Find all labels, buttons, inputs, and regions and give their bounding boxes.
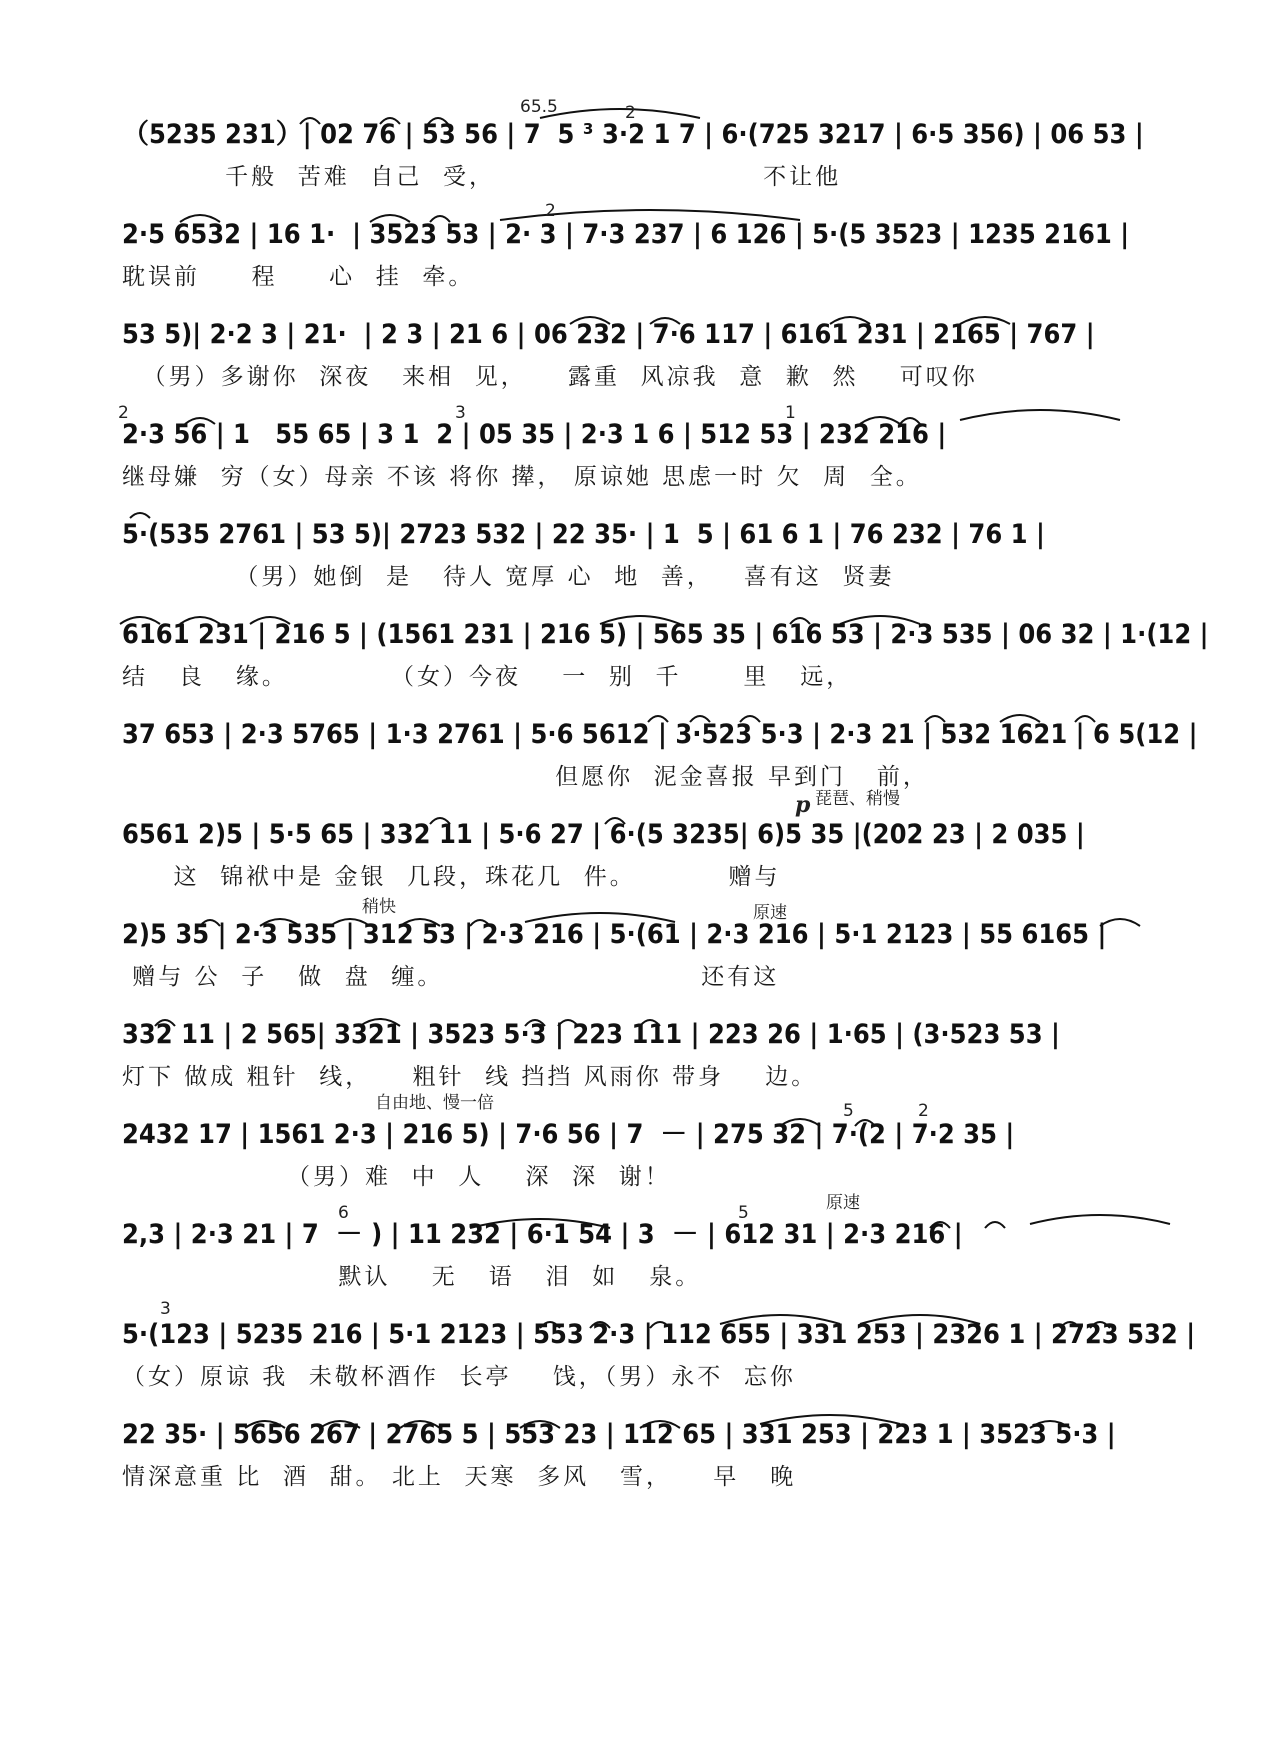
- score-system-4: [0, 400, 1272, 512]
- lyric-line: 这 锦袱中是 金银 几段，珠花几 件。 赠与: [122, 864, 781, 890]
- lyric-line: 耽误前 程 心 挂 牵。: [122, 264, 475, 290]
- notation-line: 2·5 6532 | 16 1· | 3523 53 | 2· 3 | 7·3 237 | 6 126 | 5·(5 3523 | 1235 2161 |: [122, 219, 1130, 250]
- slur-marks: [0, 1100, 1272, 1212]
- tempo-marking: 稍快: [362, 897, 396, 917]
- score-system-1: [0, 97, 1272, 212]
- notation-line: 2432 17 | 1561 2·3 | 216 5) | 7·6 56 | 7 － | 275 32 | 7·(2 | 7·2 35 |: [122, 1119, 1015, 1150]
- dynamic-mark: p: [795, 792, 811, 818]
- lyric-line: （女）原谅 我 未敬杯酒作 长亭 饯，（男）永不 忘你: [122, 1364, 796, 1390]
- notation-line: （5235 231）| 02 76 | 53 56 | 7 5 ³ 3·2 1 7 | 6·(725 3217 | 6·5 356) | 06 53 |: [122, 119, 1144, 150]
- slur-marks: [0, 200, 1272, 312]
- lyric-line: （男）多谢你 深夜 来相 见， 露重 风凉我 意 歉 然 可叹你: [122, 364, 978, 390]
- score-system-11: [0, 1093, 1272, 1212]
- grace-note-1: 65.5: [520, 97, 558, 117]
- slur-marks: [0, 97, 1272, 212]
- performance-direction: 自由地、慢一倍: [375, 1093, 494, 1113]
- lyric-line: 继母嫌 穷（女）母亲 不该 将你 撵， 原谅她 思虑一时 欠 周 全。: [122, 464, 922, 490]
- grace-note-1: 2: [118, 403, 129, 423]
- slur-marks: [0, 1300, 1272, 1412]
- lyric-line: 灯下 做成 粗针 线， 粗针 线 挡挡 风雨你 带身 边。: [122, 1064, 818, 1090]
- slur-marks: [0, 897, 1272, 1012]
- lyric-line: 情深意重 比 酒 甜。 北上 天寒 多风 雪， 早 晚: [122, 1464, 797, 1490]
- slur-marks: [0, 1000, 1272, 1112]
- grace-note-2: 2: [918, 1101, 929, 1121]
- lyric-line: 赠与 公 子 做 盘 缠。 还有这: [122, 964, 780, 990]
- performance-direction: 琵琶、稍慢: [815, 789, 900, 809]
- slur-marks: [0, 600, 1272, 712]
- lyric-line: （男）难 中 人 深 深 谢！: [122, 1164, 671, 1190]
- score-system-12: [0, 1193, 1272, 1312]
- notation-line: 22 35· | 5656 267 | 2765 5 | 553 23 | 112 65 | 331 253 | 223 1 | 3523 5·3 |: [122, 1419, 1116, 1450]
- notation-line: 2)5 35 | 2·3 535 | 312 53 | 2·3 216 | 5·(61 | 2·3 216 | 5·1 2123 | 55 6165 |: [122, 919, 1107, 950]
- notation-line: 53 5)| 2·2 3 | 21· | 2 3 | 21 6 | 06 232 | 7·6 117 | 6161 231 | 2165 | 767 |: [122, 319, 1095, 350]
- grace-note-2: 5: [738, 1203, 749, 1223]
- tempo-marking: 原速: [826, 1193, 860, 1213]
- score-system-5: [0, 500, 1272, 612]
- notation-line: 332 11 | 2 565| 3321 | 3523 5·3 | 223 111 | 223 26 | 1·65 | (3·523 53 |: [122, 1019, 1060, 1050]
- lyric-line: （男）她倒 是 待人 宽厚 心 地 善， 喜有这 贤妻: [122, 564, 895, 590]
- grace-note-1: 5: [843, 1101, 854, 1121]
- score-system-13: [0, 1300, 1272, 1412]
- grace-note-2: 3: [455, 403, 466, 423]
- tempo-marking: 原速: [753, 903, 787, 923]
- lyric-line: 千般 苦难 自己 受， 不让他: [122, 164, 842, 190]
- score-system-2: [0, 200, 1272, 312]
- grace-note-1: 2: [545, 201, 556, 221]
- grace-note-3: 1: [785, 403, 796, 423]
- notation-line: 5·(535 2761 | 53 5)| 2723 532 | 22 35· | 1 5 | 61 6 1 | 76 232 | 76 1 |: [122, 519, 1045, 550]
- notation-line: 2·3 56 | 1 55 65 | 3 1 2 | 05 35 | 2·3 1 6 | 512 53 | 232 216 |: [122, 419, 947, 450]
- notation-line: 6161 231 | 216 5 | (1561 231 | 216 5) | 565 35 | 616 53 | 2·3 535 | 06 32 | 1·(12 |: [122, 619, 1209, 650]
- notation-line: 37 653 | 2·3 5765 | 1·3 2761 | 5·6 5612 | 3·523 5·3 | 2·3 21 | 532 1621 | 6 5(12 |: [122, 719, 1198, 750]
- grace-note-2: 2: [625, 103, 636, 123]
- slur-marks: [0, 300, 1272, 412]
- lyric-line: 但愿你 泥金喜报 早到门 前，: [122, 764, 929, 790]
- score-system-9: [0, 897, 1272, 1012]
- slur-marks: [0, 1200, 1272, 1312]
- score-system-7: [0, 700, 1272, 818]
- slur-marks: [0, 400, 1272, 512]
- score-system-8: [0, 789, 1272, 912]
- slur-marks: [0, 500, 1272, 612]
- score-system-14: [0, 1400, 1272, 1512]
- triplet-mark: 3: [160, 1299, 171, 1319]
- score-system-6: [0, 600, 1272, 712]
- score-system-3: [0, 300, 1272, 412]
- grace-note-1: 6: [338, 1203, 349, 1223]
- notation-line: 2,3 | 2·3 21 | 7 － ) | 11 232 | 6·1 54 | 3 － | 612 31 | 2·3 216 |: [122, 1219, 963, 1250]
- lyric-line: 默认 无 语 泪 如 泉。: [122, 1264, 702, 1290]
- score-system-10: [0, 1000, 1272, 1112]
- slur-marks: [0, 1400, 1272, 1512]
- notation-line: 6561 2)5 | 5·5 65 | 332 11 | 5·6 27 | 6·(5 3235| 6)5 35 |(202 23 | 2 035 |: [122, 819, 1085, 850]
- slur-marks: [0, 800, 1272, 912]
- slur-marks: [0, 700, 1272, 818]
- notation-line: 5·(123 | 5235 216 | 5·1 2123 | 553 2·3 | 112 655 | 331 253 | 2326 1 | 2723 532 |: [122, 1319, 1196, 1350]
- lyric-line: 结 良 缘。 （女）今夜 一 别 千 里 远，: [122, 664, 853, 690]
